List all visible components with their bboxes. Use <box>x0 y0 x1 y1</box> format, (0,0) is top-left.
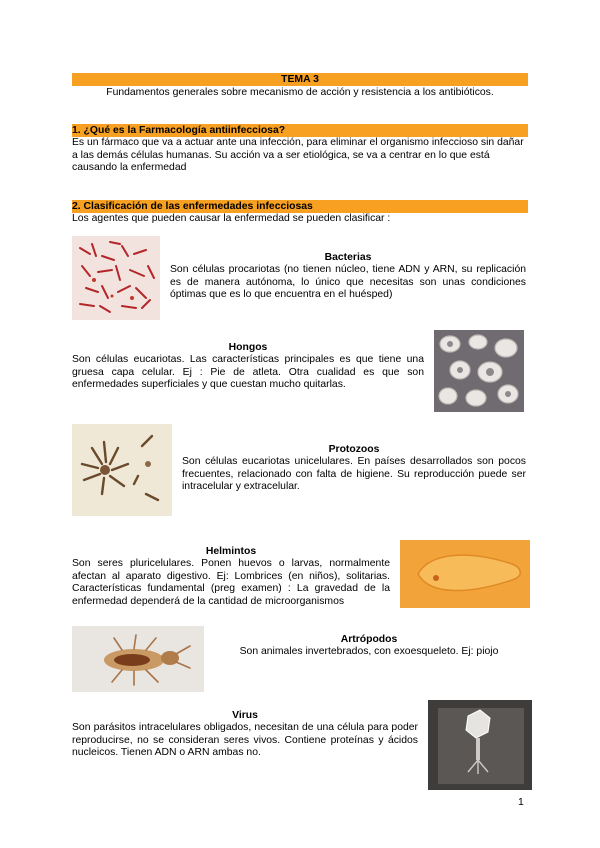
section2-intro: Los agentes que pueden causar la enfermedad se pueden clasificar : <box>72 213 391 224</box>
bacteria-image <box>72 236 160 320</box>
arthropod-louse-image <box>72 626 204 692</box>
hongos-text: Son células eucariotas. Las características principales es que tiene una gruesa capa celular. Ej : Pie de atleta. Otra cualidad es que son enfermedades superficiales y que cuestan mucho quitarlas. <box>72 354 424 391</box>
hongos-title: Hongos <box>228 342 268 353</box>
virus-micrograph-image <box>428 700 532 790</box>
helminth-image <box>400 540 530 608</box>
section2-heading: 2. Clasificación de las enfermedades infecciosas <box>72 200 528 213</box>
section1-heading: 1. ¿Qué es la Farmacología antiinfecciosa? <box>72 124 528 137</box>
protozoos-text: Son células eucariotas unicelulares. En países desarrollados son pocos frecuentes, relacionado con falta de higiene. Su reproducción puede ser intracelular y extracelular. <box>182 456 526 493</box>
protozoos-title: Protozoos <box>328 444 380 455</box>
virus-text: Son parásitos intracelulares obligados, necesitan de una célula para poder reproducirse, no se consideran seres vivos. Contiene proteínas y ácidos nucleicos. Tienen ADN o ARN ambas no. <box>72 722 418 759</box>
tema-title: TEMA 3 <box>72 73 528 86</box>
protozoa-image <box>72 424 172 516</box>
section1-body: Es un fármaco que va a actuar ante una infección, para eliminar el organismo infeccioso sin dañar a las demás células humanas. Su acción va a ser etiológica, se va a centrar en lo que está causando la enfermedad <box>72 137 524 174</box>
bacterias-text: Son células procariotas (no tienen núcleo, tiene ADN y ARN, su replicación es de manera autónoma, lo único que necesitas son unas condiciones óptimas que es lo que encuentra en el huésped) <box>170 264 526 301</box>
page-number: 1 <box>518 797 524 808</box>
artropodos-text: Son animales invertebrados, con exoesqueleto. Ej: piojo <box>239 646 499 657</box>
helmintos-text: Son seres pluricelulares. Ponen huevos o larvas, normalmente afectan al aparato digestivo. Ej: Lombrices (en niños), solitarias. Características fundamental (preg examen) : La gravedad de la enfermedad dependerá de la cantidad de microorganismos <box>72 558 390 607</box>
bacterias-title: Bacterias <box>324 252 372 263</box>
helmintos-title: Helmintos <box>205 546 257 557</box>
artropodos-title: Artrópodos <box>340 634 398 645</box>
tema-subtitle: Fundamentos generales sobre mecanismo de acción y resistencia a los antibióticos. <box>106 87 494 98</box>
virus-title: Virus <box>232 710 258 721</box>
fungi-image <box>434 330 524 412</box>
